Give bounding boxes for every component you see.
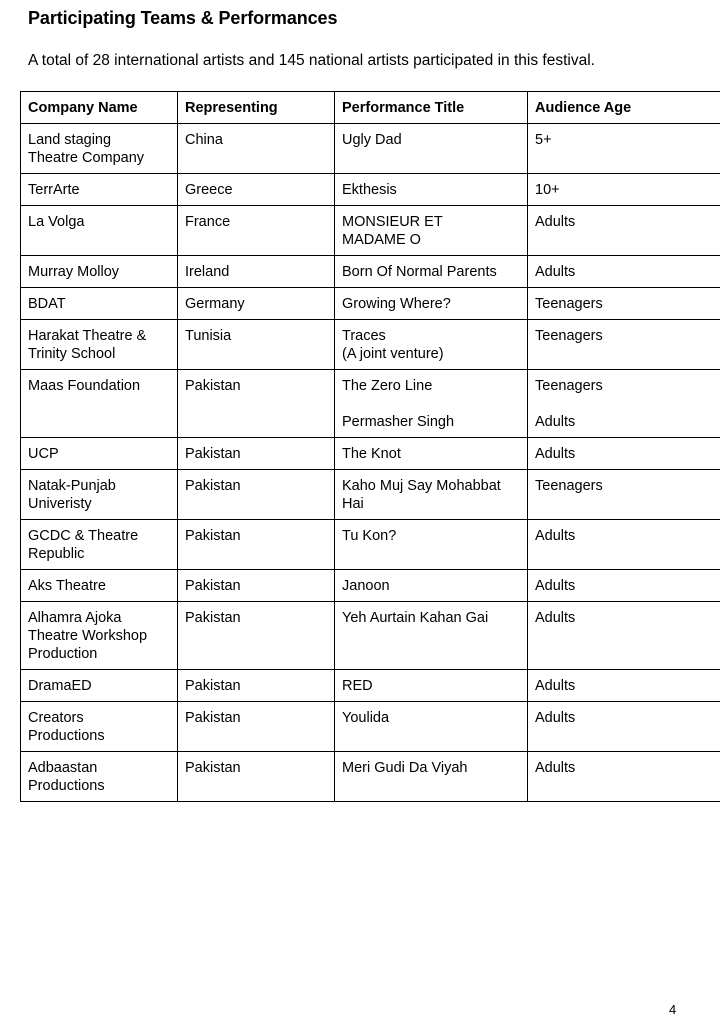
representing-cell: Pakistan	[178, 520, 335, 570]
age-line: Adults	[535, 678, 576, 694]
table-header-row	[21, 92, 720, 124]
title-cell	[335, 320, 528, 370]
age-cell	[528, 602, 720, 670]
title-line: The Knot	[342, 446, 401, 462]
title-cell	[335, 520, 528, 570]
company-cell	[21, 438, 178, 470]
company-line: La Volga	[28, 214, 85, 230]
title-cell	[335, 602, 528, 670]
title-line: Growing Where?	[342, 296, 451, 312]
header-performance-title: Performance Title	[335, 92, 528, 124]
company-cell	[21, 206, 178, 256]
representing-cell: Pakistan	[178, 670, 335, 702]
company-cell	[21, 320, 178, 370]
company-cell	[21, 256, 178, 288]
title-cell	[335, 570, 528, 602]
company-cell	[21, 370, 178, 438]
age-cell	[528, 320, 720, 370]
title-line: Born Of Normal Parents	[342, 264, 497, 280]
header-audience-age: Audience Age	[528, 92, 720, 124]
age-cell	[528, 470, 720, 520]
representing-cell: Pakistan	[178, 602, 335, 670]
company-line: Harakat Theatre &	[28, 328, 147, 344]
table-row	[21, 320, 720, 370]
company-cell	[21, 752, 178, 802]
company-line: Theatre Company	[28, 150, 145, 166]
age-line: Teenagers	[535, 328, 603, 344]
age-cell	[528, 702, 720, 752]
representing-cell: Greece	[178, 174, 335, 206]
title-line: MADAME O	[342, 232, 421, 248]
title-cell	[335, 256, 528, 288]
title-line: (A joint venture)	[342, 346, 444, 362]
title-line: Yeh Aurtain Kahan Gai	[342, 610, 489, 626]
age-cell	[528, 370, 720, 438]
company-line: Trinity School	[28, 346, 116, 362]
age-cell	[528, 288, 720, 320]
title-cell	[335, 174, 528, 206]
company-line: Univeristy	[28, 496, 92, 512]
company-cell	[21, 670, 178, 702]
representing-cell: Tunisia	[178, 320, 335, 370]
age-line: Adults	[535, 710, 576, 726]
title-line: Youlida	[342, 710, 390, 726]
company-cell	[21, 174, 178, 206]
company-line: Land staging	[28, 132, 112, 148]
representing-cell: Pakistan	[178, 570, 335, 602]
table-row	[21, 288, 720, 320]
title-cell	[335, 702, 528, 752]
age-line: 5+	[535, 132, 552, 148]
age-line: Adults	[535, 760, 576, 776]
title-cell	[335, 438, 528, 470]
age-cell	[528, 174, 720, 206]
age-cell	[528, 256, 720, 288]
company-line: Productions	[28, 728, 105, 744]
table-row	[21, 752, 720, 802]
title-line: Ugly Dad	[342, 132, 402, 148]
age-cell	[528, 124, 720, 174]
title-line: Meri Gudi Da Viyah	[342, 760, 468, 776]
performances-table	[20, 91, 720, 802]
company-cell	[21, 602, 178, 670]
company-line: TerrArte	[28, 182, 80, 198]
table-row	[21, 670, 720, 702]
title-line: Kaho Muj Say Mohabbat	[342, 478, 501, 494]
table-row	[21, 370, 720, 438]
company-line: Alhamra Ajoka	[28, 610, 122, 626]
age-line: Adults	[535, 264, 576, 280]
title-line: The Zero Line	[342, 378, 433, 394]
title-cell	[335, 752, 528, 802]
company-line: GCDC & Theatre	[28, 528, 139, 544]
representing-cell: Pakistan	[178, 470, 335, 520]
company-cell	[21, 124, 178, 174]
age-line: Adults	[535, 214, 576, 230]
representing-cell: Germany	[178, 288, 335, 320]
age-line: Adults	[535, 610, 576, 626]
intro-text: A total of 28 international artists and 145 national artists participated in this festival.	[28, 52, 595, 69]
age-line: Teenagers	[535, 378, 603, 394]
title-line: Tu Kon?	[342, 528, 397, 544]
page-number: 4	[669, 1002, 677, 1017]
table-row	[21, 438, 720, 470]
title-line: Janoon	[342, 578, 390, 594]
company-line: Republic	[28, 546, 85, 562]
representing-cell: Pakistan	[178, 438, 335, 470]
table-row	[21, 570, 720, 602]
table-row	[21, 602, 720, 670]
table-row	[21, 206, 720, 256]
title-line: RED	[342, 678, 373, 694]
company-line: Productions	[28, 778, 105, 794]
title-cell	[335, 670, 528, 702]
age-line: Adults	[535, 528, 576, 544]
title-cell	[335, 370, 528, 438]
company-line: Murray Molloy	[28, 264, 120, 280]
company-cell	[21, 288, 178, 320]
table-row	[21, 470, 720, 520]
representing-cell: France	[178, 206, 335, 256]
company-line: Maas Foundation	[28, 378, 141, 394]
table-row	[21, 174, 720, 206]
company-line: Aks Theatre	[28, 578, 106, 594]
age-line: Teenagers	[535, 296, 603, 312]
company-cell	[21, 702, 178, 752]
age-cell	[528, 752, 720, 802]
age-line: Adults	[535, 446, 576, 462]
age-line: Teenagers	[535, 478, 603, 494]
company-line: Creators	[28, 710, 84, 726]
age-cell	[528, 570, 720, 602]
representing-cell: Ireland	[178, 256, 335, 288]
company-line: Adbaastan	[28, 760, 98, 776]
company-cell	[21, 470, 178, 520]
title-line: Permasher Singh	[342, 414, 455, 430]
company-cell	[21, 570, 178, 602]
age-cell	[528, 206, 720, 256]
title-line: Hai	[342, 496, 364, 512]
company-line: Production	[28, 646, 98, 662]
title-line: MONSIEUR ET	[342, 214, 443, 230]
company-line: Natak-Punjab	[28, 478, 116, 494]
company-line: DramaED	[28, 678, 92, 694]
age-line: Adults	[535, 578, 576, 594]
age-line: Adults	[535, 414, 576, 430]
header-representing: Representing	[178, 92, 335, 124]
age-cell	[528, 670, 720, 702]
table-row	[21, 256, 720, 288]
table-row	[21, 520, 720, 570]
title-cell	[335, 124, 528, 174]
table-row	[21, 124, 720, 174]
company-line: BDAT	[28, 296, 66, 312]
age-line: 10+	[535, 182, 560, 198]
title-line: Traces	[342, 328, 386, 344]
title-cell	[335, 206, 528, 256]
age-cell	[528, 438, 720, 470]
header-company-name: Company Name	[21, 92, 178, 124]
title-cell	[335, 470, 528, 520]
representing-cell: China	[178, 124, 335, 174]
age-cell	[528, 520, 720, 570]
company-cell	[21, 520, 178, 570]
company-line: UCP	[28, 446, 59, 462]
representing-cell: Pakistan	[178, 702, 335, 752]
page-title: Participating Teams & Performances	[28, 8, 338, 28]
table-row	[21, 702, 720, 752]
title-cell	[335, 288, 528, 320]
company-line: Theatre Workshop	[28, 628, 148, 644]
representing-cell: Pakistan	[178, 370, 335, 438]
title-line: Ekthesis	[342, 182, 397, 198]
representing-cell: Pakistan	[178, 752, 335, 802]
